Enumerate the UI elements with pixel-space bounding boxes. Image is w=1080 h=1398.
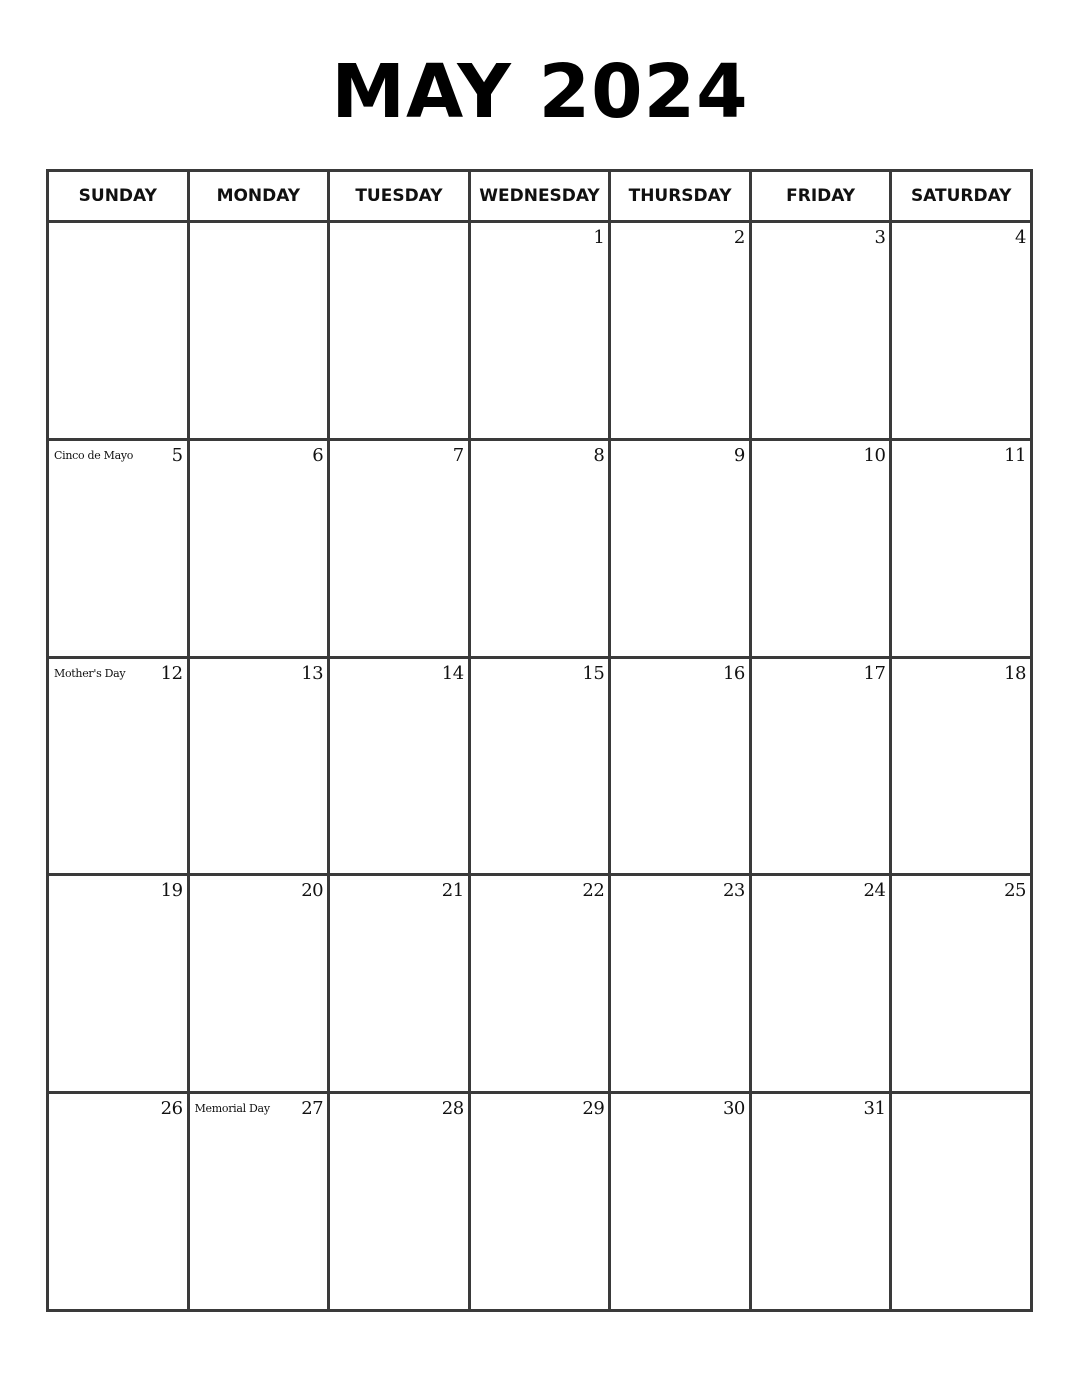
day-number: 3: [874, 227, 886, 248]
day-number: 12: [160, 662, 183, 684]
day-cell[interactable]: [190, 223, 328, 438]
day-number: 24: [863, 880, 886, 902]
weekday-header-wednesday: WEDNESDAY: [471, 172, 609, 220]
holiday-label: Mother's Day: [54, 666, 126, 680]
day-cell[interactable]: [611, 659, 749, 874]
day-number: 28: [441, 1098, 464, 1120]
day-number: 20: [301, 880, 324, 902]
day-cell[interactable]: [471, 876, 609, 1091]
weekday-header-saturday: SATURDAY: [892, 172, 1030, 220]
day-number: 17: [863, 662, 886, 684]
day-cell[interactable]: [611, 223, 749, 438]
day-cell[interactable]: [752, 223, 890, 438]
weekday-header-thursday: THURSDAY: [611, 172, 749, 220]
day-number: 25: [1004, 880, 1026, 902]
day-cell[interactable]: [752, 876, 890, 1091]
day-number: 19: [160, 880, 183, 902]
day-number: 21: [441, 880, 464, 902]
day-number: 11: [1004, 444, 1026, 466]
day-cell[interactable]: [892, 876, 1030, 1091]
day-cell[interactable]: [892, 441, 1030, 656]
day-number: 10: [863, 444, 886, 466]
day-cell[interactable]: [190, 1094, 328, 1309]
day-cell[interactable]: [892, 659, 1030, 874]
day-number: 2: [733, 227, 745, 248]
day-number: 22: [582, 880, 605, 902]
day-number: 23: [722, 880, 745, 902]
day-cell[interactable]: [611, 876, 749, 1091]
day-number: 31: [863, 1098, 886, 1120]
day-number: 30: [722, 1098, 745, 1120]
day-number: 4: [1015, 227, 1026, 248]
weekday-header-monday: MONDAY: [190, 172, 328, 220]
day-number: 7: [452, 444, 464, 466]
day-cell[interactable]: [49, 659, 187, 874]
day-cell[interactable]: [892, 1094, 1030, 1309]
weekday-header-sunday: SUNDAY: [49, 172, 187, 220]
day-cell[interactable]: [471, 659, 609, 874]
day-number: 5: [171, 444, 183, 466]
day-number: 18: [1004, 662, 1026, 684]
day-number: 14: [441, 662, 464, 684]
day-cell[interactable]: [752, 1094, 890, 1309]
holiday-label: Cinco de Mayo: [54, 448, 134, 462]
calendar-title: MAY 2024: [331, 49, 749, 135]
day-number: 15: [582, 662, 605, 684]
day-number: 6: [312, 444, 324, 466]
day-cell[interactable]: [611, 441, 749, 656]
day-number: 8: [593, 444, 605, 466]
day-cell[interactable]: [330, 876, 468, 1091]
day-number: 29: [582, 1098, 605, 1120]
day-number: 16: [722, 662, 745, 684]
day-number: 9: [733, 444, 745, 466]
day-cell[interactable]: [190, 441, 328, 656]
day-cell[interactable]: [752, 441, 890, 656]
day-cell[interactable]: [752, 659, 890, 874]
day-number: 13: [301, 662, 324, 684]
day-number: 1: [593, 227, 605, 248]
calendar-grid: [46, 169, 1033, 1312]
day-cell[interactable]: [49, 441, 187, 656]
weekday-header-friday: FRIDAY: [752, 172, 890, 220]
weekday-header-tuesday: TUESDAY: [330, 172, 468, 220]
day-cell[interactable]: [190, 876, 328, 1091]
holiday-label: Memorial Day: [194, 1102, 270, 1116]
day-cell[interactable]: [330, 1094, 468, 1309]
day-cell[interactable]: [471, 441, 609, 656]
day-number: 26: [160, 1098, 183, 1120]
day-cell[interactable]: [49, 223, 187, 438]
day-cell[interactable]: [611, 1094, 749, 1309]
day-cell[interactable]: [471, 1094, 609, 1309]
day-cell[interactable]: [190, 659, 328, 874]
day-cell[interactable]: [49, 1094, 187, 1309]
day-number: 27: [301, 1098, 324, 1120]
day-cell[interactable]: [471, 223, 609, 438]
day-cell[interactable]: [892, 223, 1030, 438]
day-cell[interactable]: [330, 223, 468, 438]
day-cell[interactable]: [330, 659, 468, 874]
day-cell[interactable]: [49, 876, 187, 1091]
day-cell[interactable]: [330, 441, 468, 656]
